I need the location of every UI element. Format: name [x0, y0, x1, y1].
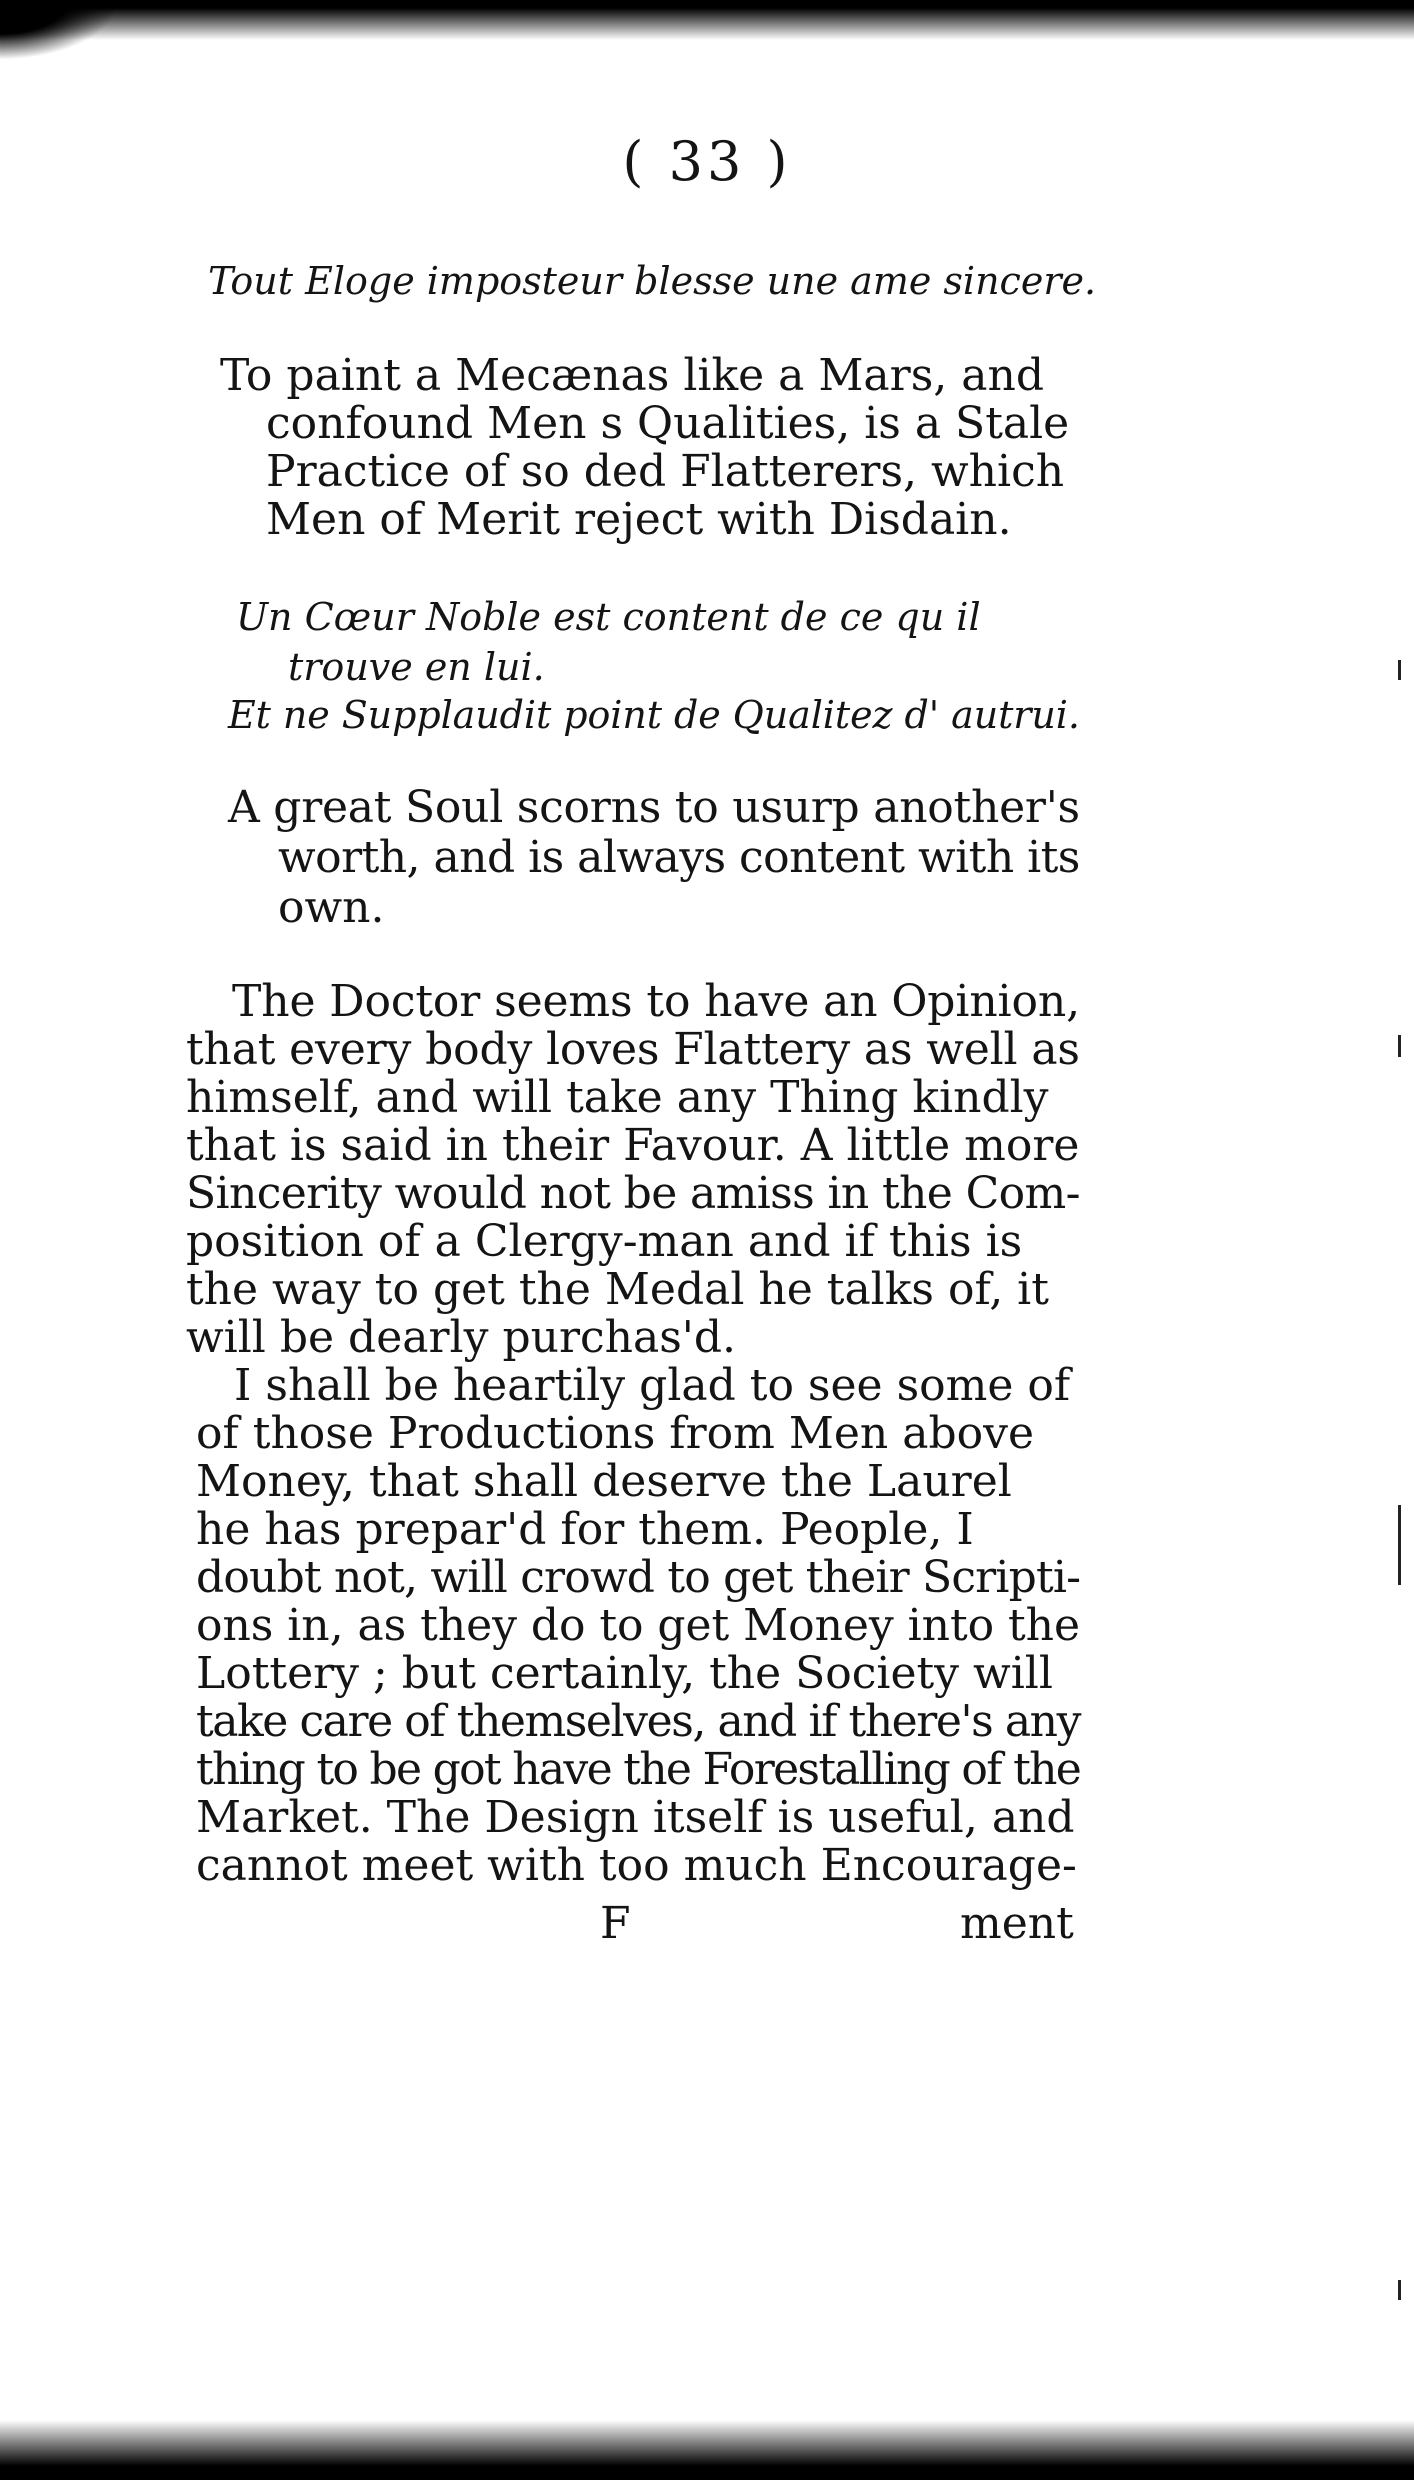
text-line: Sincerity would not be amiss in the Com- [186, 1168, 1080, 1219]
scan-edge-mark [1398, 1505, 1401, 1585]
scan-edge-mark [1398, 2280, 1401, 2300]
signature-mark: F [600, 1898, 631, 1949]
text-line: the way to get the Medal he talks of, it [186, 1264, 1049, 1315]
text-line: ons in, as they do to get Money into the [196, 1600, 1080, 1651]
scan-bottom-shadow [0, 2420, 1414, 2480]
text-line: cannot meet with too much Encourage- [196, 1840, 1077, 1891]
scan-edge-mark [1398, 1035, 1401, 1057]
text-line: own. [278, 882, 385, 933]
text-line: To paint a Mecænas like a Mars, and [220, 350, 1044, 401]
text-line: Market. The Design itself is useful, and [196, 1792, 1075, 1843]
text-line: Lottery ; but certainly, the Society will [196, 1648, 1053, 1699]
catchword: ment [960, 1898, 1074, 1949]
text-line: doubt not, will crowd to get their Scripti- [196, 1552, 1081, 1603]
text-line: I shall be heartily glad to see some of [234, 1360, 1071, 1411]
text-line: confound Men s Qualities, is a Stale [266, 398, 1070, 449]
scan-top-shadow [0, 0, 1414, 40]
text-line: will be dearly purchas'd. [186, 1312, 737, 1363]
text-line: Men of Merit reject with Disdain. [266, 494, 1012, 545]
text-line: The Doctor seems to have an Opinion, [232, 976, 1081, 1027]
french-quote-line: Un Cœur Noble est content de ce qu il [236, 595, 981, 639]
text-line: take care of themselves, and if there's any [196, 1696, 1081, 1747]
text-line: that every body loves Flattery as well as [186, 1024, 1080, 1075]
text-line: Practice of so ded Flatterers, which [266, 446, 1065, 497]
text-line: of those Productions from Men above [196, 1408, 1035, 1459]
text-line: he has prepar'd for them. People, I [196, 1504, 974, 1555]
text-line: thing to be got have the Forestalling of the [196, 1744, 1081, 1795]
text-line: position of a Clergy-man and if this is [186, 1216, 1023, 1267]
text-line: worth, and is always content with its [278, 832, 1080, 883]
page-number: ( 33 ) [622, 130, 792, 193]
french-quote-line: trouve en lui. [288, 645, 545, 689]
text-line: A great Soul scorns to usurp another's [228, 782, 1080, 833]
scan-corner-shadow [0, 0, 120, 60]
scan-edge-mark [1398, 660, 1401, 680]
text-line: himself, and will take any Thing kindly [186, 1072, 1049, 1123]
french-quote-line: Et ne Supplaudit point de Qualitez d' autrui. [228, 693, 1080, 737]
text-line: that is said in their Favour. A little more [186, 1120, 1080, 1171]
french-quote-line: Tout Eloge imposteur blesse une ame sincere. [208, 259, 1097, 303]
text-line: Money, that shall deserve the Laurel [196, 1456, 1012, 1507]
